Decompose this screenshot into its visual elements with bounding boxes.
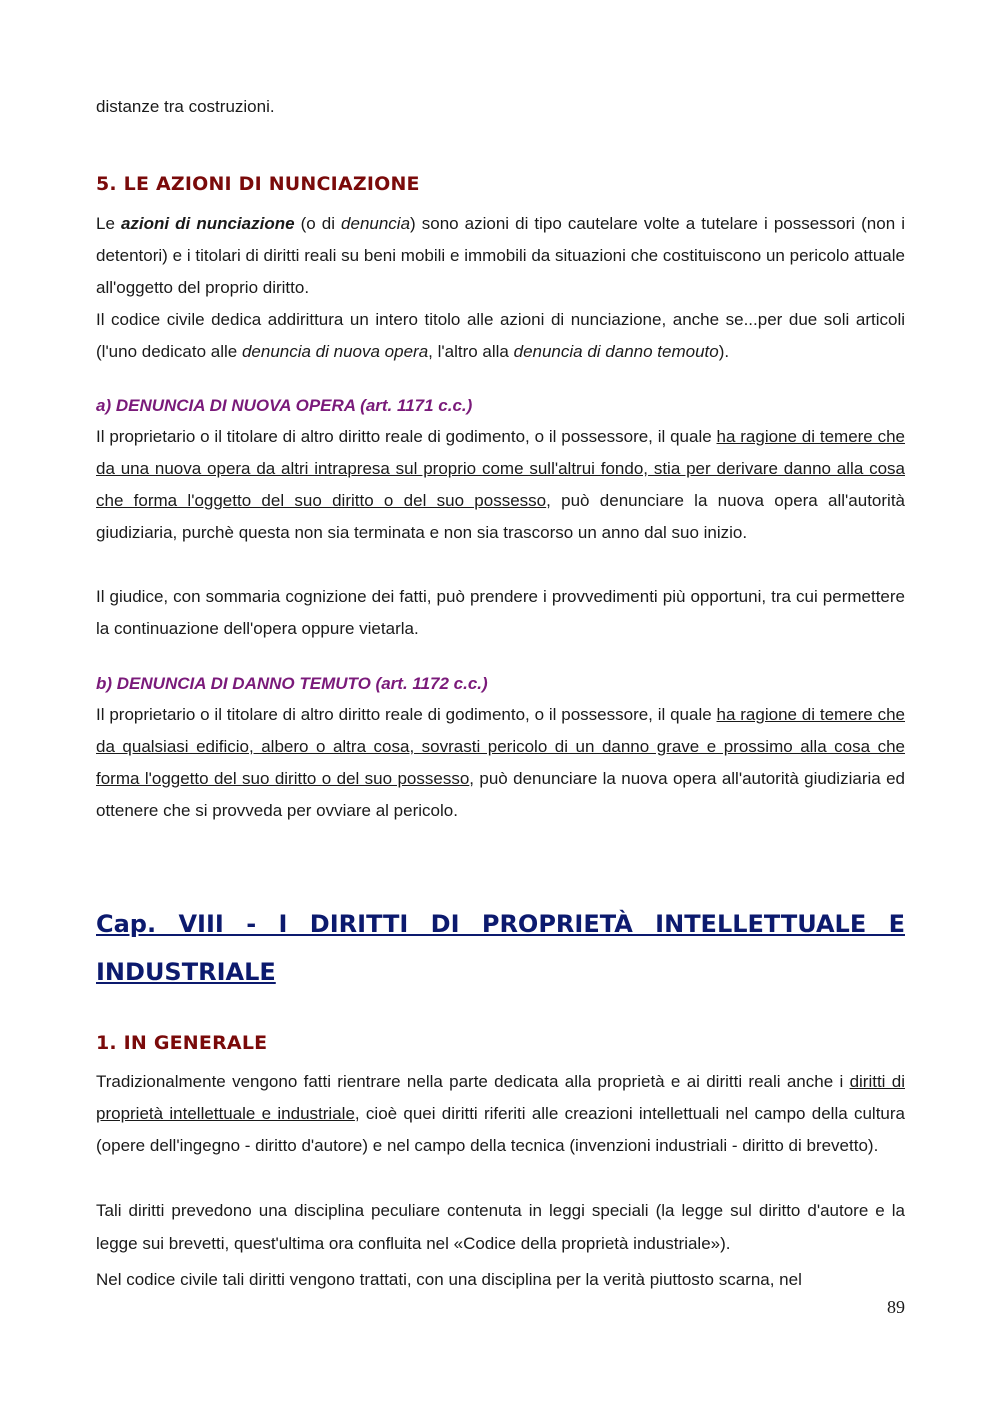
section-1-paragraph-2: Tali diritti prevedono una disciplina peculiare contenuta in leggi speciali (la legge sul diritto d'autore e la legge sui brevetti, quest'ultima ora confluita nel «Codice della proprietà industriale»). [96,1201,905,1253]
subsection-b-paragraph-1: Il proprietario o il titolare di altro diritto reale di godimento, o il possessore, il quale ha ragione di temere che da qualsiasi edificio, albero o altra cosa, sovrasti pericolo di un danno grave e prossimo alla cosa che forma l'oggetto del suo diritto o del suo possesso, può denunciare la nuova opera all'autorità giudiziaria ed ottenere che si provveda per ovviare al pericolo. [96,705,905,820]
section-1-title: 1. IN GENERALE [96,1032,268,1054]
section-1-paragraph-3: Nel codice civile tali diritti vengono trattati, con una disciplina per la verità piuttosto scarna, nel [96,1270,802,1289]
intro-line: distanze tra costruzioni. [96,97,275,116]
section-1-paragraph-1: Tradizionalmente vengono fatti rientrare nella parte dedicata alla proprietà e ai diritti reali anche i diritti di proprietà intellettuale e industriale, cioè quei diritti riferiti alle creazioni intellettuali nel campo della cultura (opere dell'ingegno - diritto d'autore) e nel campo della tecnica (invenzioni industriali - diritto di brevetto). [96,1072,905,1155]
subsection-b-title: b) DENUNCIA DI DANNO TEMUTO (art. 1172 c.c.) [96,674,488,693]
section-5-paragraph-1: Le azioni di nunciazione (o di denuncia) sono azioni di tipo cautelare volte a tutelare i possessori (non i detentori) e i titolari di diritti reali su beni mobili e immobili da situazioni che costituiscono un pericolo attuale all'oggetto del proprio diritto. [96,214,905,297]
section-5-title: 5. LE AZIONI DI NUNCIAZIONE [96,173,420,195]
subsection-a-title: a) DENUNCIA DI NUOVA OPERA (art. 1171 c.c.) [96,396,473,415]
section-5-paragraph-2: Il codice civile dedica addirittura un intero titolo alle azioni di nunciazione, anche se...per due soli articoli (l'uno dedicato alle denuncia di nuova opera, l'altro alla denuncia di danno temouto). [96,310,905,361]
subsection-a-paragraph-2: Il giudice, con sommaria cognizione dei fatti, può prendere i provvedimenti più opportuni, tra cui permettere la continuazione dell'opera oppure vietarla. [96,587,905,638]
page-number: 89 [887,1297,905,1317]
chapter-title: Cap. VIII - I DIRITTI DI PROPRIETÀ INTELLETTUALE E INDUSTRIALE [96,910,905,986]
subsection-a-paragraph-1: Il proprietario o il titolare di altro diritto reale di godimento, o il possessore, il quale ha ragione di temere che da una nuova opera da altri intrapresa sul proprio come sull'altrui fondo, stia per derivare danno alla cosa che forma l'oggetto del suo diritto o del suo possesso, può denunciare la nuova opera all'autorità giudiziaria, purchè questa non sia terminata e non sia trascorso un anno dal suo inizio. [96,427,905,542]
